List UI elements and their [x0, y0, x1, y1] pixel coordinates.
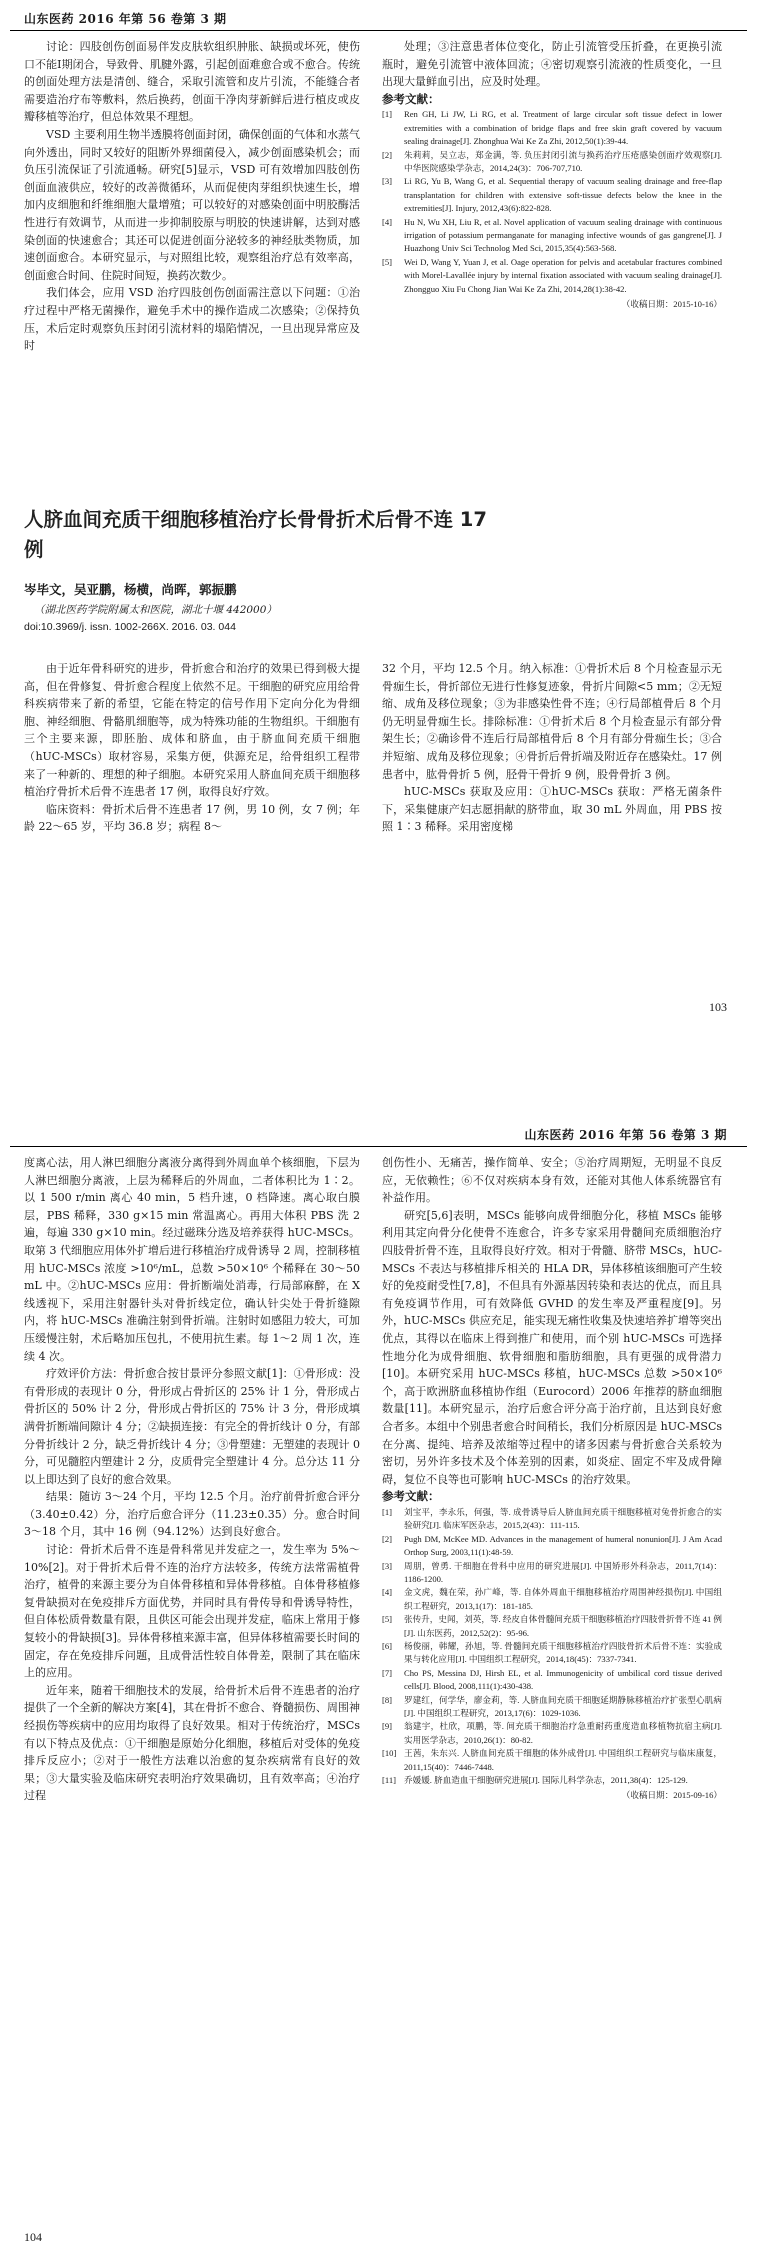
reference-number: [3] — [382, 176, 393, 187]
reference-number: [1] — [382, 1506, 393, 1517]
references-heading: 参考文献： — [382, 1489, 440, 1504]
reference-number: [7] — [382, 1667, 393, 1678]
reference-item — [382, 1586, 722, 1613]
reference-item — [382, 1720, 722, 1747]
reference-number: [5] — [382, 256, 393, 267]
reference-item — [382, 1774, 722, 1787]
reference-text: Hu N, Wu XH, Liu R, et al. Novel application of vacuum sealing drainage with continuous irrigation of potassium permanganate for managing infective wounds of gas gangrene[J]. J Huazhong Univ Sci Technolog Med Sci, 2015,35(4):563-568. — [404, 216, 722, 254]
received-date: （收稿日期：2015-10-16） — [621, 299, 722, 310]
reference-number: [11] — [382, 1775, 396, 1785]
body-right-column — [382, 660, 722, 836]
reference-number: [2] — [382, 149, 393, 160]
reference-text: 朱莉莉，吴立志，郑金满，等. 负压封闭引流与换药治疗压疮感染创面疗效观察[J]. 中华医院感染学杂志，2014,24(3)：706-707,710. — [404, 149, 722, 173]
reference-item — [382, 1640, 722, 1667]
reference-number: [6] — [382, 1640, 393, 1651]
reference-number: [8] — [382, 1694, 393, 1705]
reference-item — [382, 1667, 722, 1694]
reference-text: Pugh DM, McKee MD. Advances in the management of humeral nonunion[J]. J Am Acad Orthop Surg, 2003,11(1):48-59. — [404, 1533, 722, 1558]
paragraph: 近年来，随着干细胞技术的发展，给骨折术后骨不连患者的治疗提供了一个全新的解决方案[4]，其在骨折不愈合、脊髓损伤、周围神经损伤等疾病中的应用均取得了良好效果。相对于传统治疗，MSCs 有以下特点及优点：①干细胞是原始分化细胞，移植后对受体的免疫排斥反应小；②对于一般性方法难以治愈的复杂疾病常有良好的效果；③大量实验及临床研究表明治疗效果确切，且有效率高；④治疗过程 — [24, 1683, 360, 1803]
reference-item — [382, 108, 722, 148]
paragraph: 32 个月，平均 12.5 个月。纳入标准：①骨折术后 8 个月检查显示无骨痂生长，骨折部位无进行性修复迹象，骨折片间隙<5 mm；②无短缩、成角及移位现象；③为非感染性骨不连；④行局部植骨后 8 个月仍无明显骨痂生长。排除标准：①骨折术后 8 个月检查显示有部分骨架生长；②确诊骨不连后行局部植骨后 8 个月有部分骨痂生长；③合并短缩、成角及移位现象；④骨折后骨折端及附近存在感染灶。17 例患者中，肱骨骨折 5 例，胫骨干骨折 9 例，股骨骨折 3 例。 — [382, 662, 722, 781]
page-103 — [0, 0, 757, 1115]
received-date: （收稿日期：2015-09-16） — [621, 1790, 722, 1801]
body-right-column — [382, 1154, 722, 1805]
reference-number: [1] — [382, 109, 393, 120]
paragraph: 讨论：四肢创伤创面易伴发皮肤软组织肿胀、缺损或坏死，使伤口不能Ⅰ期闭合，导致骨、肌腱外露，引起创面难愈合或不愈合。传统的创面处理方法是清创、缝合，采取引流管和皮片引流，不能缝合者需要造治疗布等敷料，然后换药，创面干净肉芽新鲜后进行植皮或皮瓣移植等治疗，但总体效果不理想。 — [24, 40, 360, 124]
reference-number: [3] — [382, 1560, 393, 1571]
reference-number: [10] — [382, 1748, 397, 1759]
affiliation: （湖北医药学院附属太和医院，湖北十堰 442000） — [34, 604, 277, 616]
reference-item — [382, 1506, 722, 1533]
reference-item — [382, 256, 722, 296]
reference-text: 刘宝平，李永乐，何强，等. 成骨诱导后人脐血间充质干细胞移植对兔骨折愈合的实验研究[J]. 临床军医杂志，2015,2(43)：111-115. — [404, 1506, 722, 1531]
reference-text: 罗建红，何学华，廖金莉，等. 人脐血间充质干细胞延期静脉移植治疗扩张型心肌病[J]. 中国组织工程研究，2013,17(6)：1029-1036. — [404, 1694, 722, 1718]
reference-text: 王茜，朱东兴. 人脐血间充质干细胞的体外成骨[J]. 中国组织工程研究与临床康复，2011,15(40)：7446-7448. — [404, 1748, 722, 1772]
reference-item — [382, 1747, 722, 1774]
reference-item — [382, 1694, 722, 1721]
reference-text: Wei D, Wang Y, Yuan J, et al. Oage operation for pelvis and acetabular fractures combined with Morel-Lavallée injury by internal fixation associated with vacuum sealing drainage[J]. Zhongguo Xiu Fu Chong Jian Wai Ke Za Zhi, 2014,28(1):38-42. — [404, 256, 722, 294]
journal-header: 山东医药 2016 年第 56 卷第 3 期 — [24, 12, 227, 26]
continued-discussion-left — [24, 38, 360, 355]
references-heading: 参考文献： — [382, 91, 440, 106]
header-rule — [10, 30, 747, 31]
reference-list — [382, 108, 722, 296]
paragraph: 结果：随访 3～24 个月，平均 12.5 个月。治疗前骨折愈合评分（3.40±0.42）分，治疗后愈合评分（11.23±0.35）分。愈合时间 3～18 个月，其中 16 例（94.12%）达到良好愈合。 — [24, 1490, 360, 1539]
reference-text: 张传升，史闻，刘英，等. 经皮自体骨髓间充质干细胞移植治疗四肢骨折骨不连 41 例[J]. 山东医药，2012,52(2)：95-96. — [404, 1614, 722, 1638]
paragraph: 创伤性小、无痛苦，操作简单、安全；⑤治疗周期短，无明显不良反应，无依赖性；⑥不仅对疾病本身有效，还能对其他人体系统器官有补益作用。 — [382, 1156, 722, 1205]
paragraph: 由于近年骨科研究的进步，骨折愈合和治疗的效果已得到极大提高，但在骨修复、骨折愈合程度上依然不足。干细胞的研究应用给骨科疾病带来了新的希望，它能在特定的信号作用下定向分化为骨细胞、神经细胞、骨骼肌细胞等，成为特殊功能的生物组织。干细胞有三个主要来源，即胚胎、成体和脐血，由于脐血间充质干细胞（hUC-MSCs）取材容易，采集方便，供源充足，给骨组织工程带来了一种新的、理想的种子细胞。本研究采用人脐血间充质干细胞移植治疗骨折术后骨不连患者 17 例，取得良好疗效。 — [24, 662, 360, 799]
reference-list — [382, 1506, 722, 1788]
reference-number: [5] — [382, 1614, 393, 1625]
page-number: 104 — [24, 2230, 42, 2244]
paragraph: 我们体会，应用 VSD 治疗四肢创伤创面需注意以下问题：①治疗过程中严格无菌操作，避免手术中的操作造成二次感染；②保持负压，术后定时观察负压封闭引流材料的塌陷情况，一旦出现异常应及时 — [24, 286, 360, 353]
reference-item — [382, 149, 722, 176]
header-rule — [10, 1146, 747, 1147]
reference-item — [382, 175, 722, 215]
paragraph: hUC-MSCs 获取及应用：①hUC-MSCs 获取：严格无菌条件下，采集健康产妇志愿捐献的脐带血，取 30 mL 外周血，用 PBS 按照 1∶3 稀释。采用密度梯 — [382, 785, 722, 834]
reference-text: Cho PS, Messina DJ, Hirsh EL, et al. Immunogenicity of umbilical cord tissue derived cells[J]. Blood, 2008,111(1):430-438. — [404, 1667, 722, 1692]
reference-number: [4] — [382, 216, 393, 227]
reference-item — [382, 1533, 722, 1560]
reference-number: [2] — [382, 1533, 393, 1544]
reference-text: Li RG, Yu B, Wang G, et al. Sequential therapy of vacuum sealing drainage and free-flap transplantation for children with extensive soft-tissue defects below the knee in the extremities[J]. Injury, 2012,43(6):822-828. — [404, 176, 722, 214]
reference-number: [9] — [382, 1721, 393, 1732]
journal-header: 山东医药 2016 年第 56 卷第 3 期 — [524, 1128, 727, 1142]
reference-text: 金文虎，魏在荣，孙广峰，等. 自体外周血干细胞移植治疗周围神经损伤[J]. 中国组织工程研究，2013,1(17)：181-185. — [404, 1587, 722, 1611]
paragraph: 讨论：骨折术后骨不连是骨科常见并发症之一，发生率为 5%～10%[2]。对于骨折术后骨不连的治疗方法较多，传统方法常需植骨治疗，植骨的来源主要分为自体骨移植和异体骨移植。自体骨移植修复骨缺损对在免疫排斥方面优势，并同时具有骨传导和骨诱导特性，但自体松质骨数量有限，且供区可能会出现并发症，临床上常用于修复较小的骨缺损[3]。异体骨移植来源丰富，但异体移植需要长时间的固定，存在免疫排斥问题，且成骨活性较自体骨差，限制了其在临床上的应用。 — [24, 1543, 360, 1680]
body-left-column — [24, 1154, 360, 1805]
reference-item — [382, 1560, 722, 1587]
paragraph: VSD 主要利用生物半透膜将创面封闭，确保创面的气体和水蒸气向外透出，同时又较好的阻断外界细菌侵入，减少创面感染机会；而负压引流保证了引流通畅。研究[5]显示，VSD 可有效增加四肢创伤创面血液供应，较好的改善微循环，从而促使肉芽组织快速生长，增加内皮细胞和纤维细胞大量增殖；可以较好的对感染创面中明胶酶活性进行有效调节，从而进一步抑制胶原与明胶的快速讲解，达到对感染创面的快速愈合；其还可以促进创面分泌较多的神经肽类物质，加速创面愈合。本研究显示，与对照组比较，观察组治疗总有效率高，创面愈合时间、住院时间短，换药次数少。 — [24, 127, 360, 282]
paragraph: 处理；③注意患者体位变化，防止引流管受压折叠，在更换引流瓶时，避免引流管中液体回流；④密切观察引流液的性质变化，一旦出现大量鲜血引出，应及时处理。 — [382, 40, 722, 89]
paragraph: 研究[5,6]表明，MSCs 能够向成骨细胞分化，移植 MSCs 能够利用其定向骨分化使骨不连愈合，许多专家采用骨髓间充质细胞治疗四肢骨折骨不连，且取得良好疗效。相对于骨髓、脐带 MSCs，hUC-MSCs 不表达与移植排斥相关的 HLA DR，异体移植该细胞可产生较好的免疫耐受性[7,8]，不但具有外源基因转染和表达的优点，而且具有免疫调节作用，可有效降低 GVHD 的发生率及严重程度[9]。另外，hUC-MSCs 供应充足，能实现无痛性收集及快速培养扩增等突出优点，其得以在临床上得到推广和使用，而个别 hUC-MSCs 可选择性地分化为成骨细胞、软骨细胞和脂肪细胞，具有更强的成骨潜力[10]。本研究采用 hUC-MSCs 移植，hUC-MSCs 总数 >50×10⁶ 个，高于欧洲脐血移植协作组（Eurocord）2006 年推荐的脐血细胞数量[11]。本研究显示，治疗后愈合评分高于治疗前，且达到良好愈合者多。本组中个别患者愈合时间稍长，我们分析原因是 hUC-MSCs 在分离、提纯、培养及浓缩等过程中的诸多因素与骨折愈合关系较为密切，另外许多技术及个体差别的因素，如炎症、固定不牢及成骨障碍，复位不良等也可影响 hUC-MSCs 的治疗效果。 — [382, 1208, 722, 1486]
reference-text: Ren GH, Li JW, Li RG, et al. Treatment of large circular soft tissue defect in lower extremities with a combination of bridge flaps and free skin graft covered by vacuum sealing drainage[J]. Zhonghua Wai Ke Za Zhi, 2012,50(1):39-44. — [404, 109, 722, 147]
reference-text: 乔媛媛. 脐血造血干细胞研究进展[J]. 国际儿科学杂志，2011,38(4)：125-129. — [404, 1775, 688, 1785]
paragraph: 度离心法，用人淋巴细胞分离液分离得到外周血单个核细胞，下层为人淋巴细胞分离液，上层为稀释后的外周血，二者体积比为 1∶2。以 1 500 r/min 离心 40 min，5 档升速，0 档降速。离心取白膜层，PBS 稀释，330 g×15 min 常温离心。再用大体积 PBS 洗 2 遍，每遍 330 g×10 min。经过磁珠分选及培养获得 hUC-MSCs。取第 3 代细胞应用体外扩增后进行移植治疗成骨诱导 2 周，控制移植用 hUC-MSCs 浓度 >10⁶/mL，总数 >50×10⁶ 个稀释在 30～50 mL 中。②hUC-MSCs 应用：骨折断端处消毒，行局部麻醉，在 X 线透视下，采用注射器针头对骨折线定位，确认针尖处于骨折缝隙内，将 hUC-MSCs 准确注射到骨折端。注射时如感阻力较大，可加压缓慢注射，术后略加压包扎，不使用抗生素。每 1～2 周 1 次，连续 4 次。 — [24, 1156, 360, 1363]
authors: 岑毕文，吴亚鹏，杨横，尚晖，郭振鹏 — [24, 582, 237, 597]
reference-text: 周朋，曾勇. 干细胞在骨科中应用的研究进展[J]. 中国矫形外科杂志，2011,7(14)：1186-1200. — [404, 1560, 722, 1584]
reference-number: [4] — [382, 1587, 393, 1598]
page-number: 103 — [709, 1000, 727, 1014]
body-left-column — [24, 660, 360, 836]
reference-text: 翁建宇，杜欣，项鹏，等. 间充质干细胞治疗急重耐药重度造血移植物抗宿主病[J]. 实用医学杂志，2010,26(1)：80-82. — [404, 1721, 722, 1745]
article-title: 人脐血间充质干细胞移植治疗长骨骨折术后骨不连 17 例 — [24, 508, 487, 561]
reference-text: 杨俊丽，韩耀，孙旭，等. 骨髓间充质干细胞移植治疗四肢骨折术后骨不连：实验成果与转化应用[J]. 中国组织工程研究，2014,18(45)：7337-7341. — [404, 1640, 722, 1665]
paragraph: 疗效评价方法：骨折愈合按甘景评分参照文献[1]：①骨形成：没有骨形成的表现计 0 分，骨形成占骨折区的 25% 计 1 分，骨形成占骨折区的 50% 计 2 分，骨形成占骨折区的 75% 计 3 分，骨形成填满骨折断端间隙计 4 分；②缺损连接：有完全的骨折线计 0 分，有部分骨折线计 2 分，缺乏骨折线计 4 分；③骨塑建：无塑建的表现计 0 分，可见髓腔内塑建计 2 分，皮质骨完全塑建计 4 分。总分达 11 分以上即达到了良好的愈合效果。 — [24, 1367, 360, 1486]
paragraph: 临床资料：骨折术后骨不连患者 17 例，男 10 例，女 7 例；年龄 22～65 岁，平均 36.8 岁；病程 8～ — [24, 802, 360, 834]
page-104 — [0, 1118, 757, 2260]
continued-discussion-right — [382, 38, 722, 314]
reference-item — [382, 1613, 722, 1640]
reference-item — [382, 216, 722, 256]
doi: doi:10.3969/j. issn. 1002-266X. 2016. 03. 044 — [24, 621, 236, 633]
